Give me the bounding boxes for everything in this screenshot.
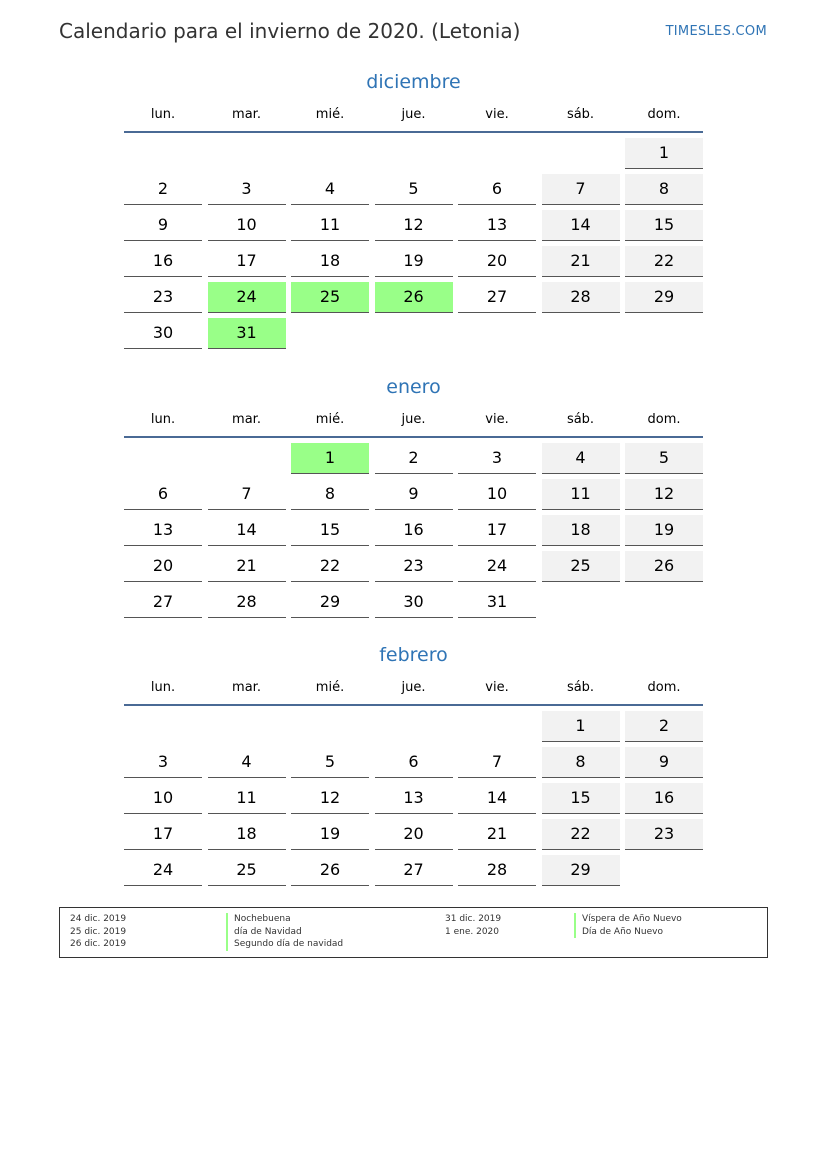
day-cell: 27: [375, 855, 453, 886]
day-cell: 20: [124, 551, 202, 582]
month-divider: [124, 131, 703, 133]
day-cell: 22: [291, 551, 369, 582]
day-cell: 3: [208, 174, 286, 205]
weekday-label: sáb.: [566, 412, 595, 427]
empty-cell: [458, 711, 536, 742]
day-cell: 20: [375, 819, 453, 850]
legend-right-names: [574, 913, 682, 938]
empty-cell: [291, 711, 369, 742]
days-grid: [124, 138, 703, 349]
days-grid: [124, 443, 703, 618]
legend-holiday-name: Nochebuena: [226, 913, 343, 926]
day-cell: 6: [124, 479, 202, 510]
day-cell: 24: [458, 551, 536, 582]
weekday-label: mié.: [315, 107, 345, 122]
page-title: Calendario para el invierno de 2020. (Letonia): [59, 19, 521, 43]
day-cell: 5: [291, 747, 369, 778]
holiday-day-cell: 26: [375, 282, 453, 313]
day-cell: 10: [124, 783, 202, 814]
day-cell: 5: [375, 174, 453, 205]
weekday-label: vie.: [485, 107, 509, 122]
day-cell: 14: [542, 210, 620, 241]
day-cell: 23: [375, 551, 453, 582]
weekday-label: sáb.: [566, 680, 595, 695]
weekday-label: vie.: [485, 680, 509, 695]
legend-date: 31 dic. 2019: [445, 914, 502, 924]
legend-right-dates: [445, 913, 501, 938]
weekday-header: [124, 106, 703, 130]
empty-cell: [375, 711, 453, 742]
day-cell: 13: [124, 515, 202, 546]
day-cell: 4: [542, 443, 620, 474]
weekday-label: vie.: [485, 412, 509, 427]
empty-cell: [375, 138, 453, 169]
month-december: [124, 68, 703, 349]
holiday-day-cell: 31: [208, 318, 286, 349]
weekday-label: jue.: [401, 680, 426, 695]
day-cell: 28: [208, 587, 286, 618]
day-cell: 7: [542, 174, 620, 205]
day-cell: 12: [625, 479, 703, 510]
day-cell: 22: [542, 819, 620, 850]
day-cell: 31: [458, 587, 536, 618]
day-cell: 15: [625, 210, 703, 241]
day-cell: 17: [458, 515, 536, 546]
holiday-day-cell: 24: [208, 282, 286, 313]
legend-date: 1 ene. 2020: [445, 926, 499, 937]
day-cell: 9: [625, 747, 703, 778]
day-cell: 6: [458, 174, 536, 205]
day-cell: 30: [375, 587, 453, 618]
legend-holiday-name: día de Navidad: [226, 926, 343, 939]
day-cell: 16: [124, 246, 202, 277]
month-title: febrero: [379, 644, 448, 666]
day-cell: 8: [291, 479, 369, 510]
day-cell: 2: [375, 443, 453, 474]
month-divider: [124, 704, 703, 706]
day-cell: 28: [458, 855, 536, 886]
day-cell: 9: [124, 210, 202, 241]
day-cell: 10: [208, 210, 286, 241]
weekday-label: mié.: [315, 412, 345, 427]
holiday-day-cell: 1: [291, 443, 369, 474]
day-cell: 23: [124, 282, 202, 313]
day-cell: 4: [208, 747, 286, 778]
day-cell: 12: [375, 210, 453, 241]
day-cell: 11: [291, 210, 369, 241]
weekday-label: jue.: [401, 412, 426, 427]
empty-cell: [124, 711, 202, 742]
empty-cell: [542, 138, 620, 169]
day-cell: 6: [375, 747, 453, 778]
brand-link[interactable]: TIMESLES.COM: [665, 24, 767, 39]
day-cell: 11: [208, 783, 286, 814]
day-cell: 21: [458, 819, 536, 850]
day-cell: 18: [208, 819, 286, 850]
legend-holiday-name: Segundo día de navidad: [226, 938, 343, 951]
day-cell: 21: [208, 551, 286, 582]
day-cell: 15: [291, 515, 369, 546]
day-cell: 20: [458, 246, 536, 277]
legend-left-dates: [70, 913, 126, 951]
day-cell: 16: [375, 515, 453, 546]
day-cell: 30: [124, 318, 202, 349]
weekday-label: lun.: [150, 680, 176, 695]
legend-date: 25 dic. 2019: [70, 926, 127, 937]
day-cell: 7: [458, 747, 536, 778]
day-cell: 18: [542, 515, 620, 546]
empty-cell: [208, 443, 286, 474]
empty-cell: [124, 443, 202, 474]
day-cell: 27: [124, 587, 202, 618]
empty-cell: [208, 711, 286, 742]
month-divider: [124, 436, 703, 438]
day-cell: 3: [124, 747, 202, 778]
weekday-header: [124, 679, 703, 703]
empty-cell: [124, 138, 202, 169]
weekday-label: mar.: [232, 412, 261, 427]
weekday-label: sáb.: [566, 107, 595, 122]
day-cell: 3: [458, 443, 536, 474]
empty-cell: [291, 138, 369, 169]
day-cell: 21: [542, 246, 620, 277]
day-cell: 9: [375, 479, 453, 510]
weekday-label: mar.: [232, 680, 261, 695]
month-january: [124, 373, 703, 618]
weekday-label: dom.: [647, 412, 681, 427]
weekday-label: dom.: [647, 107, 681, 122]
day-cell: 13: [375, 783, 453, 814]
legend-holiday-name: Víspera de Año Nuevo: [574, 913, 682, 926]
legend-left-names: [226, 913, 343, 951]
day-cell: 29: [291, 587, 369, 618]
day-cell: 17: [208, 246, 286, 277]
day-cell: 1: [625, 138, 703, 169]
weekday-label: dom.: [647, 680, 681, 695]
day-cell: 8: [625, 174, 703, 205]
day-cell: 25: [542, 551, 620, 582]
weekday-label: jue.: [401, 107, 426, 122]
day-cell: 5: [625, 443, 703, 474]
day-cell: 19: [375, 246, 453, 277]
empty-cell: [458, 138, 536, 169]
weekday-label: mar.: [232, 107, 261, 122]
day-cell: 18: [291, 246, 369, 277]
day-cell: 24: [124, 855, 202, 886]
day-cell: 10: [458, 479, 536, 510]
day-cell: 17: [124, 819, 202, 850]
day-cell: 29: [542, 855, 620, 886]
legend-date: 24 dic. 2019: [70, 914, 127, 924]
day-cell: 27: [458, 282, 536, 313]
days-grid: [124, 711, 703, 886]
day-cell: 2: [625, 711, 703, 742]
month-title: enero: [386, 376, 441, 398]
day-cell: 14: [458, 783, 536, 814]
holiday-day-cell: 25: [291, 282, 369, 313]
day-cell: 15: [542, 783, 620, 814]
month-february: [124, 641, 703, 886]
day-cell: 8: [542, 747, 620, 778]
day-cell: 12: [291, 783, 369, 814]
empty-cell: [208, 138, 286, 169]
day-cell: 16: [625, 783, 703, 814]
day-cell: 22: [625, 246, 703, 277]
holiday-legend: [59, 907, 768, 958]
day-cell: 26: [625, 551, 703, 582]
day-cell: 7: [208, 479, 286, 510]
legend-date: 26 dic. 2019: [70, 939, 127, 949]
legend-holiday-name: Día de Año Nuevo: [574, 926, 682, 939]
day-cell: 23: [625, 819, 703, 850]
weekday-label: lun.: [150, 412, 176, 427]
weekday-label: lun.: [150, 107, 176, 122]
month-title: diciembre: [366, 71, 461, 93]
day-cell: 19: [625, 515, 703, 546]
day-cell: 19: [291, 819, 369, 850]
day-cell: 26: [291, 855, 369, 886]
day-cell: 11: [542, 479, 620, 510]
weekday-label: mié.: [315, 680, 345, 695]
day-cell: 2: [124, 174, 202, 205]
day-cell: 14: [208, 515, 286, 546]
weekday-header: [124, 411, 703, 435]
day-cell: 4: [291, 174, 369, 205]
day-cell: 13: [458, 210, 536, 241]
day-cell: 25: [208, 855, 286, 886]
day-cell: 29: [625, 282, 703, 313]
day-cell: 1: [542, 711, 620, 742]
day-cell: 28: [542, 282, 620, 313]
